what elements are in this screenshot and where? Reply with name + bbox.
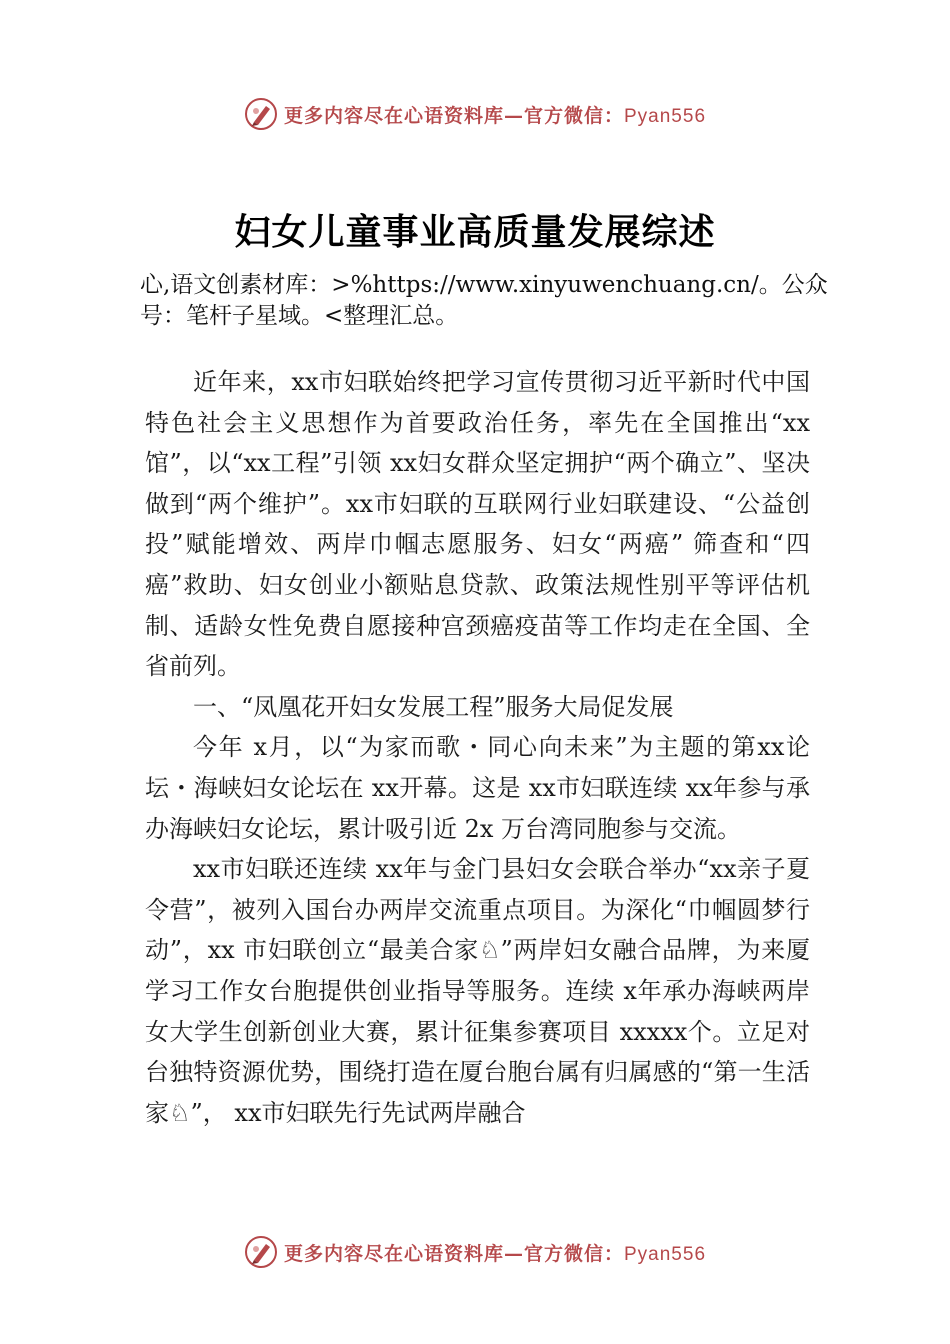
- header-banner: [0, 94, 950, 134]
- document-title: 妇女儿童事业高质量发展综述: [234, 211, 716, 253]
- banner-text: [284, 101, 706, 128]
- paragraph-intro: 近年来，xx市妇联始终把学习宣传贯彻习近平新时代中国特色社会主义思想作为首要政治任务，率先在全国推出“xx馆”，以“xx工程”引领 xx妇女群众坚定拥护“两个确立”、坚决做到“两个维护”。xx市妇联的互联网行业妇联建设、“公益创投”赋能增效、两岸巾帼志愿服务、妇女“两癌” 筛查和“四癌”救助、妇女创业小额贴息贷款、政策法规性别平等评估机制、适龄女性免费自愿接种宫颈癌疫苗等工作均走在全国、全省前列。: [145, 368, 810, 681]
- banner-cn-text: 更多内容尽在心语资料库—官方微信：: [283, 1242, 624, 1265]
- banner-text: [284, 1239, 706, 1266]
- source-note: 心,语文创素材库：>%https://www.xinyuwenchuang.cn/。公众号：笔杆子星域。<整理汇总。: [140, 272, 828, 329]
- pen-nib-icon: [244, 1235, 278, 1269]
- banner-cn-text: 更多内容尽在心语资料库—官方微信：: [283, 104, 624, 127]
- paragraph: xx市妇联还连续 xx年与金门县妇女会联合举办“xx亲子夏令营”，被列入国台办两岸交流重点项目。为深化“巾帼圆梦行动”，xx 市妇联创立“最美合家♘”两岸妇女融合品牌，为来厦学习工作女台胞提供创业指导等服务。连续 x年承办海峡两岸女大学生创新创业大赛，累计征集参赛项目 xxxxx个。立足对台独特资源优势，围绕打造在厦台胞台属有归属感的“第一生活家♘”， xx市妇联先行先试两岸融合: [145, 855, 810, 1127]
- wechat-id: Pyan556: [624, 1243, 707, 1265]
- wechat-id: Pyan556: [624, 105, 707, 127]
- pen-nib-icon: [244, 97, 278, 131]
- document-body: [145, 362, 810, 1133]
- section-heading: 一、“凤凰花开妇女发展工程”服务大局促发展: [193, 692, 674, 721]
- footer-banner: [0, 1232, 950, 1272]
- paragraph: 今年 x月，以“为家而歌・同心向未来”为主题的第xx论坛・海峡妇女论坛在 xx开幕。这是 xx市妇联连续 xx年参与承办海峡妇女论坛，累计吸引近 2x 万台湾同胞参与交流。: [145, 733, 810, 843]
